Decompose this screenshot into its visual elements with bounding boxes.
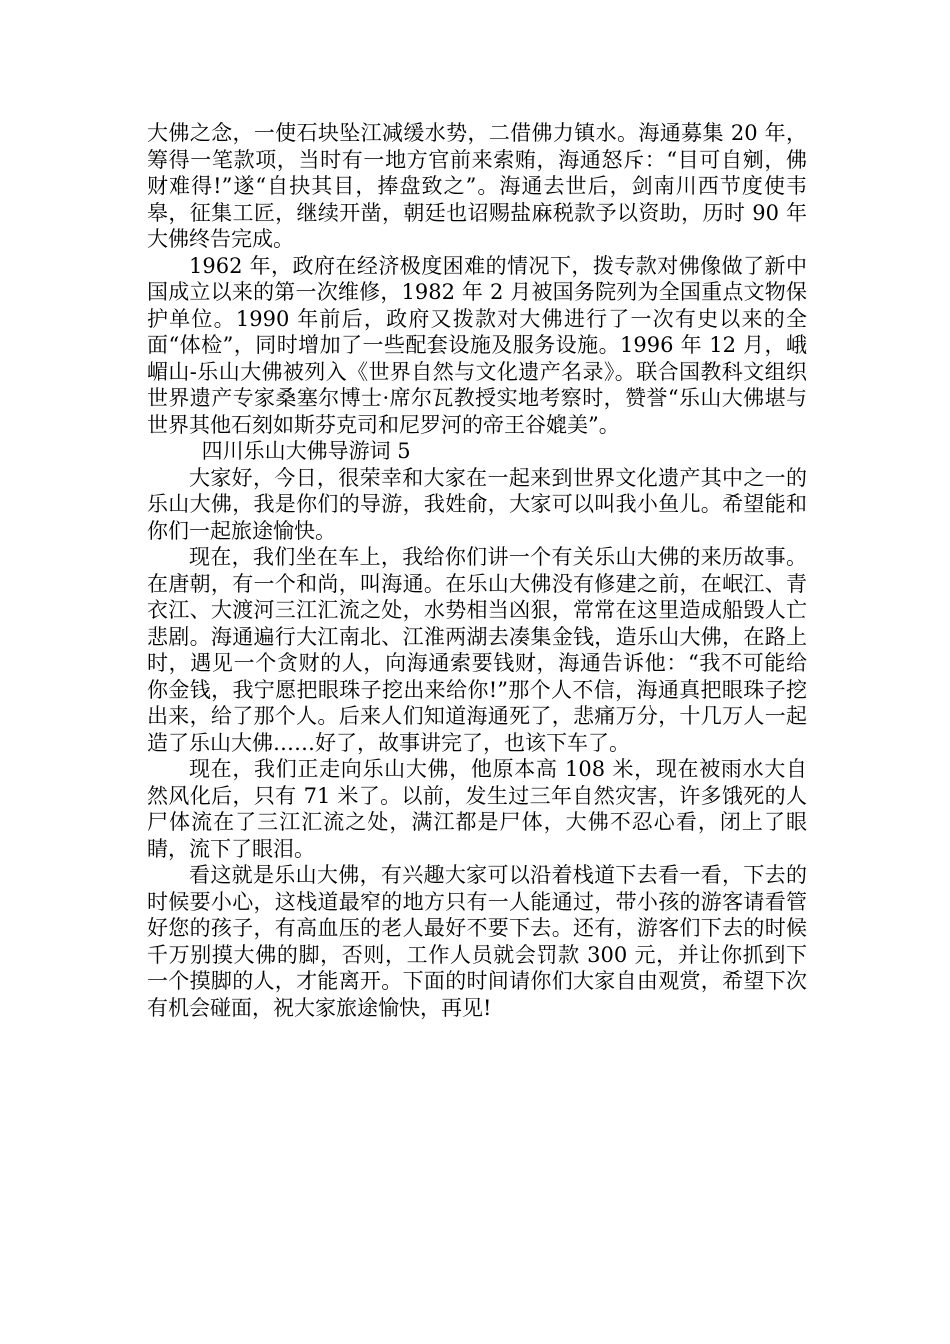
paragraph-4: 现在，我们坐在车上，我给你们讲一个有关乐山大佛的来历故事。在唐朝，有一个和尚，叫海通。在乐山大佛没有修建之前，在岷江、青衣江、大渡河三江汇流之处，水势相当凶狠，常常在这里造成船毁人亡悲剧。海通遍行大江南北、江淮两湖去凑集金钱，造乐山大佛，在路上时，遇见一个贪财的人，向海通索要钱财，海通告诉他：“我不可能给你金钱，我宁愿把眼珠子挖出来给你!”那个人不信，海通真把眼珠子挖出来，给了那个人。后来人们知道海通死了，悲痛万分，十几万人一起造了乐山大佛……好了，故事讲完了，也该下车了。 [147,545,807,755]
section-heading: 四川乐山大佛导游词 5 [201,439,411,463]
paragraph-3: 大家好，今日，很荣幸和大家在一起来到世界文化遗产其中之一的乐山大佛，我是你们的导游，我姓俞，大家可以叫我小鱼儿。希望能和你们一起旅途愉快。 [147,465,807,543]
paragraph-5: 现在，我们正走向乐山大佛，他原本高 108 米，现在被雨水大自然风化后，只有 71 米了。以前，发生过三年自然灾害，许多饿死的人尸体流在了三江汇流之处，满江都是尸体，大佛不忍心看，闭上了眼睛，流下了眼泪。 [147,757,807,861]
paragraph-6: 看这就是乐山大佛，有兴趣大家可以沿着栈道下去看一看，下去的时候要小心，这栈道最窄的地方只有一人能通过，带小孩的游客请看管好您的孩子，有高血压的老人最好不要下去。还有，游客们下去的时候千万别摸大佛的脚，否则，工作人员就会罚款 300 元，并让你抓到下一个摸脚的人，才能离开。下面的时间请你们大家自由观赏，希望下次有机会碰面，祝大家旅途愉快，再见! [147,863,807,1020]
paragraph-2: 1962 年，政府在经济极度困难的情况下，拨专款对佛像做了新中国成立以来的第一次维修，1982 年 2 月被国务院列为全国重点文物保护单位。1990 年前后，政府又拨款对大佛进行了一次有史以来的全面“体检”，同时增加了一些配套设施及服务设施。1996 年 12 月，峨嵋山-乐山大佛被列入《世界自然与文化遗产名录》。联合国教科文组织世界遗产专家桑塞尔博士·席尔瓦教授实地考察时，赞誉“乐山大佛堪与世界其他石刻如斯芬克司和尼罗河的帝王谷媲美”。 [147,253,807,437]
paragraph-1: 大佛之念，一使石块坠江减缓水势，二借佛力镇水。海通募集 20 年，筹得一笔款项，当时有一地方官前来索贿，海通怒斥：“目可自剜，佛财难得!”遂“自抉其目，捧盘致之”。海通去世后，剑南川西节度使韦皋，征集工匠，继续开凿，朝廷也诏赐盐麻税款予以资助，历时 90 年大佛终告完成。 [147,121,807,251]
document-body [147,120,807,1021]
